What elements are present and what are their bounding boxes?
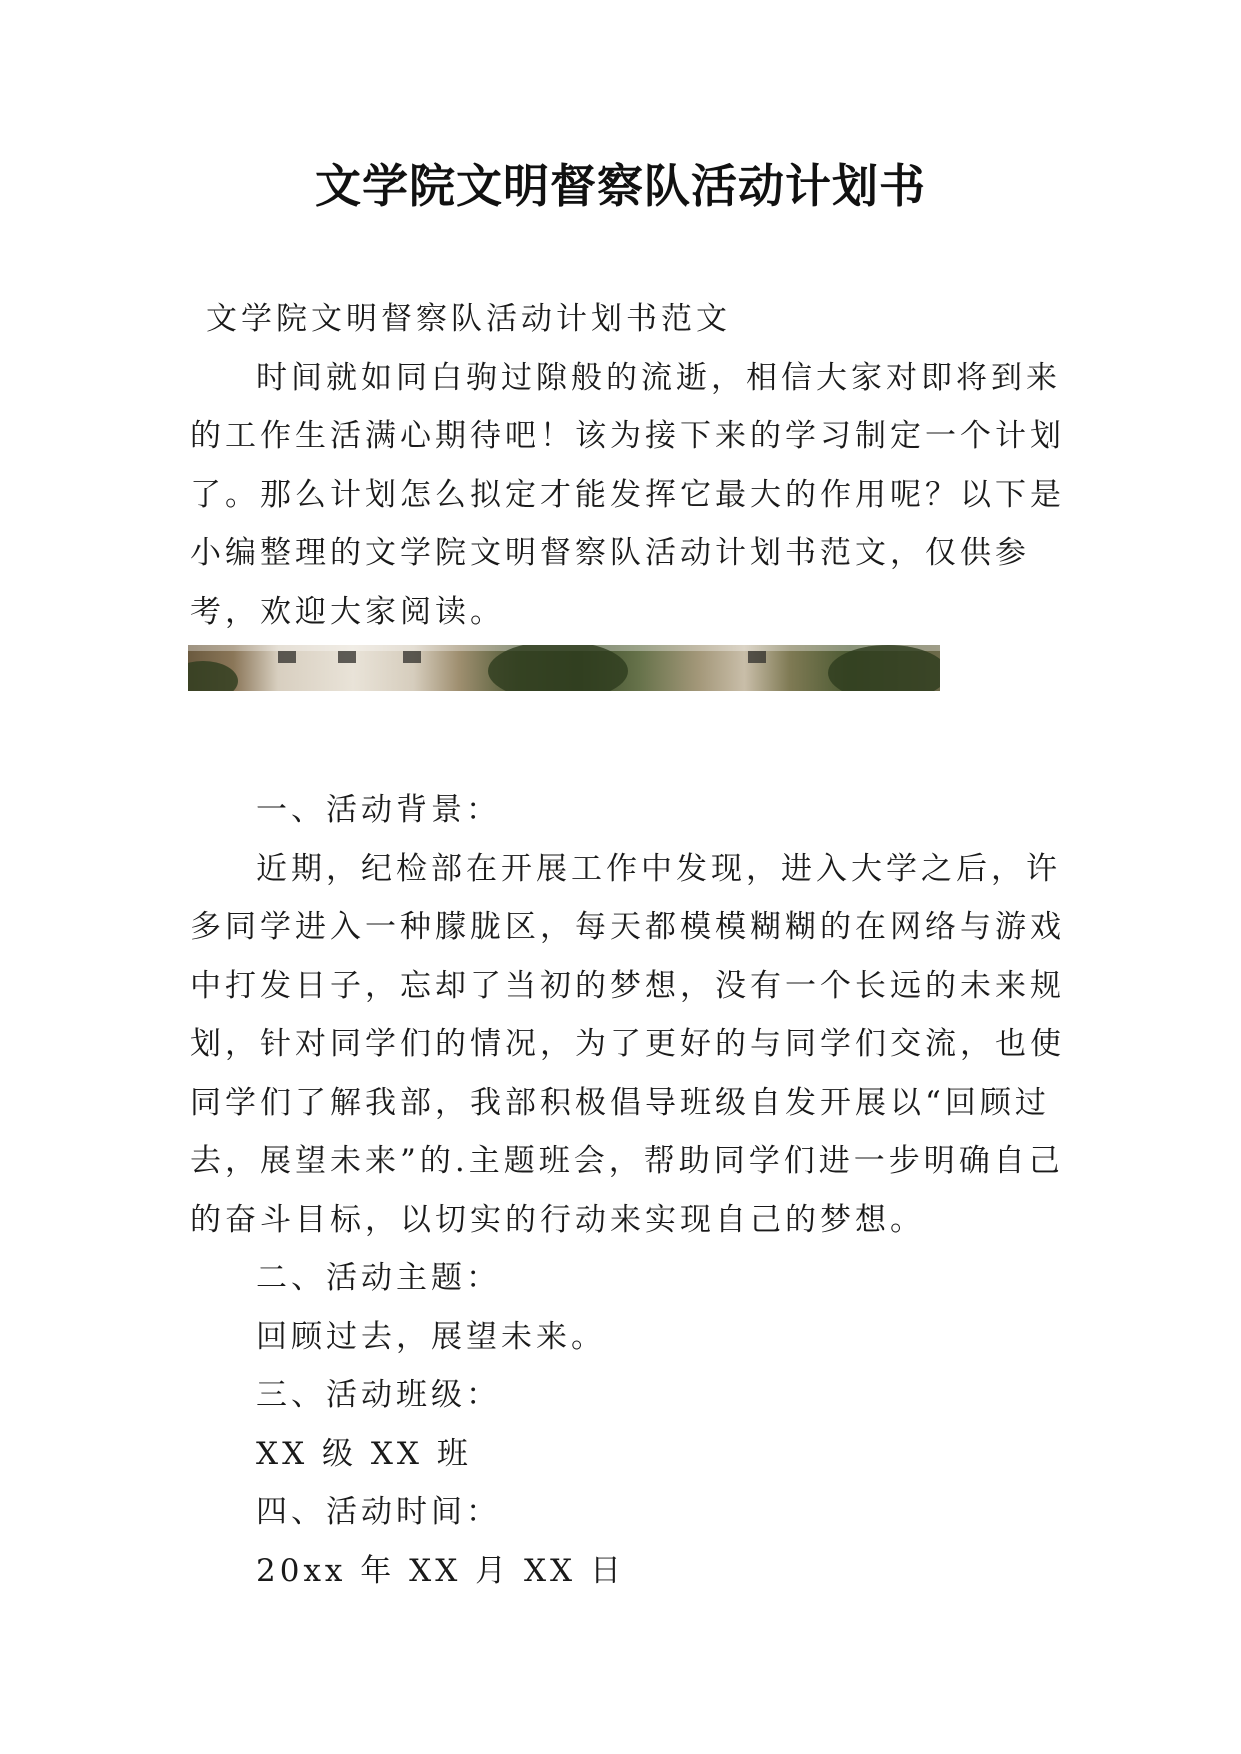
section4-heading: 四、活动时间： [256, 1494, 501, 1530]
document-body [190, 290, 1070, 1600]
section1-body: 近期，纪检部在开展工作中发现，进入大学之后，许多同学进入一种朦胧区，每天都模模糊糊的在网络与游戏中打发日子，忘却了当初的梦想，没有一个长远的未来规划，针对同学们的情况，为了更好的与同学们交流，也使同学们了解我部，我部积极倡导班级自发开展以“回顾过去，展望未来”的.主题班会，帮助同学们进一步明确自己的奋斗目标，以切实的行动来实现自己的梦想。 [190, 850, 1065, 1238]
section4-body: 20xx 年 XX 月 XX 日 [256, 1552, 625, 1589]
photo-window [338, 651, 356, 663]
section1-heading: 一、活动背景： [256, 792, 501, 828]
intro-paragraph: 时间就如同白驹过隙般的流逝，相信大家对即将到来的工作生活满心期待吧！该为接下来的学习制定一个计划了。那么计划怎么拟定才能发挥它最大的作用呢？以下是小编整理的文学院文明督察队活动计划书范文，仅供参考，欢迎大家阅读。 [190, 359, 1065, 630]
section-spacer [190, 691, 1070, 781]
campus-photo [188, 645, 940, 691]
photo-window [748, 651, 766, 663]
section3-heading: 三、活动班级： [256, 1377, 501, 1413]
photo-tree [188, 661, 238, 691]
section3-body: XX 级 XX 班 [256, 1435, 472, 1472]
photo-window [403, 651, 421, 663]
section2-body: 回顾过去，展望未来。 [256, 1318, 606, 1355]
photo-tree [828, 645, 940, 691]
document-title: 文学院文明督察队活动计划书 [315, 159, 926, 213]
photo-window [278, 651, 296, 663]
section2-heading: 二、活动主题： [256, 1260, 501, 1296]
photo-tree [488, 645, 628, 691]
document-subtitle: 文学院文明督察队活动计划书范文 [206, 301, 731, 337]
